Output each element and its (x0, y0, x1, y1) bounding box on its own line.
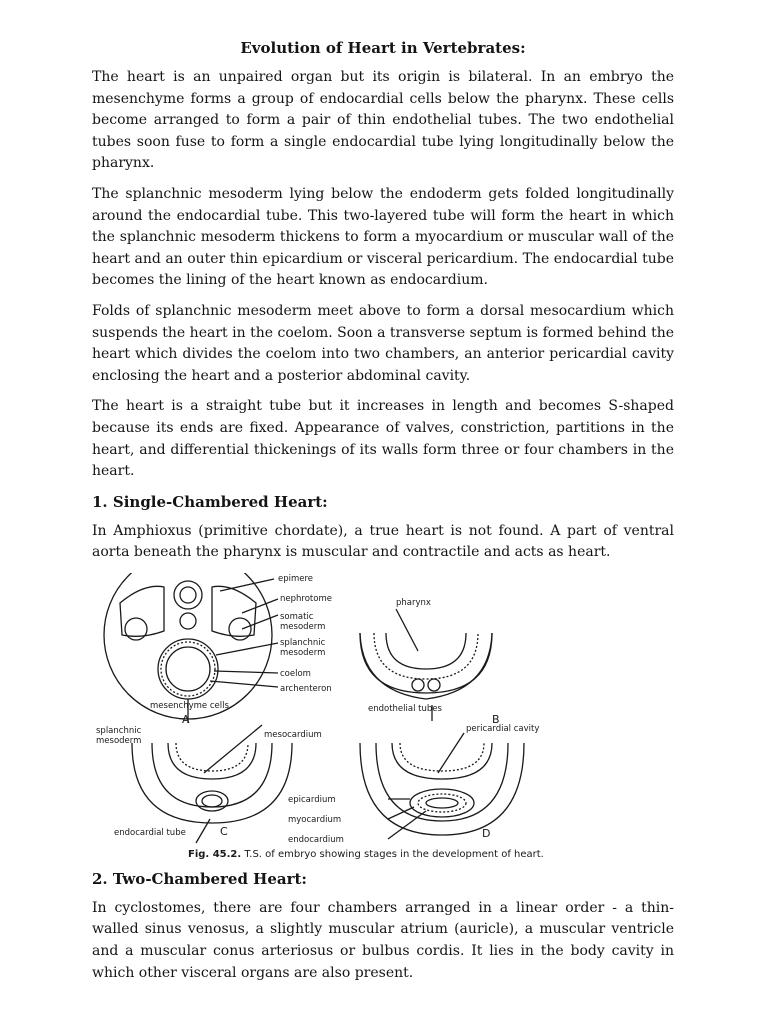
label-mesoderm-c: mesoderm (96, 735, 142, 746)
label-nephrotome: nephrotome (280, 593, 332, 604)
panel-label-d: D (482, 826, 491, 840)
paragraph-1: The heart is an unpaired organ but its origin is bilateral. In an embryo the mesenchyme forms a group of endocardial cells below the pharynx. These cells become arranged to form a pair of thin endothelial tubes. The two endothelial tubes soon fuse to form a single endocardial tube lying longitudinally below the pharynx. (92, 69, 674, 172)
label-coelom: coelom (280, 668, 311, 679)
endothelial-tube-right (428, 679, 440, 691)
pharynx-wall (386, 633, 466, 669)
label-pharynx: pharynx (396, 597, 431, 608)
section-2-text: In cyclostomes, there are four chambers arranged in a linear order - a thin-walled sinus venosus, a slightly muscular atrium (auricle), a muscular ventricle and a muscular conus arteriosus or bulbus cordis. It lies in the body cavity in which other visceral organs are also present. (92, 899, 674, 981)
section-1-heading: 1. Single-Chambered Heart: (92, 492, 328, 511)
paragraph-3: Folds of splanchnic mesoderm meet above to form a dorsal mesocardium which suspends the heart in the coelom. Soon a transverse septum is formed behind the heart which divides the coelom into two chambers, an anterior pericardial cavity enclosing the heart and a posterior abdominal cavity. (92, 302, 674, 384)
label-myocardium: myocardium (288, 814, 342, 825)
page-title: Evolution of Heart in Vertebrates: (240, 39, 526, 57)
label-epimere: epimere (278, 573, 314, 584)
archenteron (166, 647, 210, 691)
neural-tube (174, 581, 202, 609)
label-splanchnic-c: splanchnic (96, 725, 142, 736)
panel-label-b: B (492, 712, 500, 726)
figure-caption (188, 849, 544, 860)
embryo-outline (104, 573, 272, 719)
label-splanchnic: splanchnic (280, 637, 326, 648)
heart-tube (410, 789, 474, 817)
label-endothelial-tubes: endothelial tubes (368, 703, 442, 714)
figure-caption-text: T.S. of embryo showing stages in the development of heart. (244, 848, 544, 860)
figure-drawing (92, 573, 674, 863)
label-splanchnic-mesoderm: mesoderm (280, 647, 326, 658)
section-2-heading: 2. Two-Chambered Heart: (92, 869, 307, 888)
figure-number: Fig. 45.2. (188, 848, 242, 860)
label-epicardium: epicardium (288, 794, 336, 805)
label-somatic: somatic (280, 611, 314, 622)
coelom-ring (158, 639, 218, 699)
panel-label-c: C (220, 824, 228, 838)
label-endocardial-tube: endocardial tube (114, 827, 186, 838)
label-endocardium: endocardium (288, 834, 344, 845)
left-nephrotome-mass (120, 586, 164, 636)
endothelial-tube-left (412, 679, 424, 691)
right-nephrotome-mass (212, 586, 256, 636)
notochord (180, 613, 196, 629)
paragraph-2: The splanchnic mesoderm lying below the endoderm gets folded longitudinally around the endocardial tube. This two-layered tube will form the heart in which the splanchnic mesoderm thickens to form a myocardium or muscular wall of the heart and an outer thin epicardium or visceral pericardium. The endocardial tube becomes the lining of the heart known as endocardium. (92, 185, 674, 289)
paragraph-4: The heart is a straight tube but it increases in length and becomes S-shaped because its ends are fixed. Appearance of valves, constriction, partitions in the heart, and differential thickenings of its walls form three or four chambers in the heart. (92, 398, 674, 480)
panel-d-gut (392, 743, 492, 779)
label-archenteron: archenteron (280, 683, 332, 694)
label-pericardial-cavity: pericardial cavity (466, 723, 540, 734)
label-mesenchyme: mesenchyme cells (150, 700, 229, 711)
endocardial-tube (196, 791, 228, 811)
section-1-text: In Amphioxus (primitive chordate), a true heart is not found. A part of ventral aorta beneath the pharynx is muscular and contractile and acts as heart. (92, 522, 674, 561)
heart-development-figure (92, 573, 674, 863)
panel-label-a: A (182, 712, 190, 726)
document-page (92, 38, 674, 993)
label-mesocardium: mesocardium (264, 729, 322, 740)
label-somatic-mesoderm: mesoderm (280, 621, 326, 632)
pharynx-outer (360, 633, 492, 693)
